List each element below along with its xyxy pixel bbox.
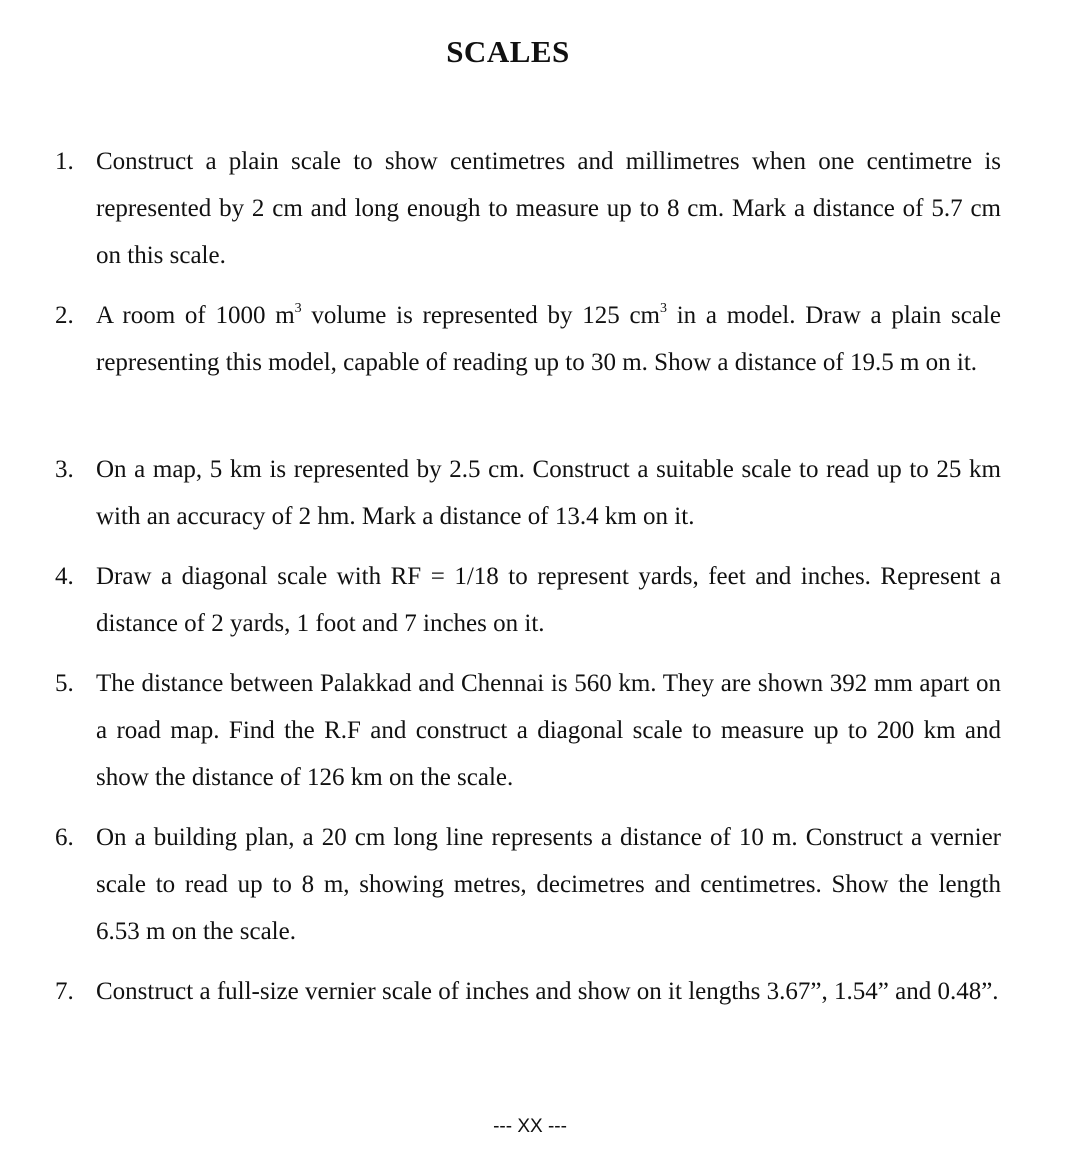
question-text: Construct a plain scale to show centimetres and millimetres when one centimetre is represented by 2 cm and long enough to measure up to 8 cm. Mark a distance of 5.7 cm on this scale. [96,148,1001,269]
question-text-part: in a model. Draw a plain scale representing this model, capable of reading up to 30 m. Show a distance of 19.5 m on it. [96,302,1002,376]
question-number: 2. [55,302,74,329]
question-text: The distance between Palakkad and Chennai is 560 km. They are shown 392 mm apart on a road map. Find the R.F and construct a diagonal scale to measure up to 200 km and show the distance of 126 km on the scale. [96,670,1001,791]
question-number: 4. [55,563,74,590]
superscript-cubed: 3 [660,301,667,316]
superscript-cubed: 3 [294,301,302,316]
question-text [96,292,1001,386]
question-number: 7. [55,978,74,1005]
question-number: 3. [55,456,74,483]
question-text-part: A room of 1000 m [96,302,295,329]
question-text: Draw a diagonal scale with RF = 1/18 to represent yards, feet and inches. Represent a distance of 2 yards, 1 foot and 7 inches on it. [96,563,1001,637]
question-text: On a building plan, a 20 cm long line represents a distance of 10 m. Construct a vernier scale to read up to 8 m, showing metres, decimetres and centimetres. Show the length 6.53 m on the scale. [96,824,1001,945]
question-number: 1. [55,148,74,175]
question-text-part: volume is represented by 125 cm [301,302,660,329]
question-text: Construct a full-size vernier scale of inches and show on it lengths 3.67”, 1.54” and 0.48”. [96,978,999,1005]
page-title: SCALES [446,34,570,69]
page-footer: --- XX --- [493,1116,567,1137]
question-text: On a map, 5 km is represented by 2.5 cm. Construct a suitable scale to read up to 25 km with an accuracy of 2 hm. Mark a distance of 13.4 km on it. [96,456,1001,530]
question-number: 5. [55,670,74,697]
question-number: 6. [55,824,74,851]
